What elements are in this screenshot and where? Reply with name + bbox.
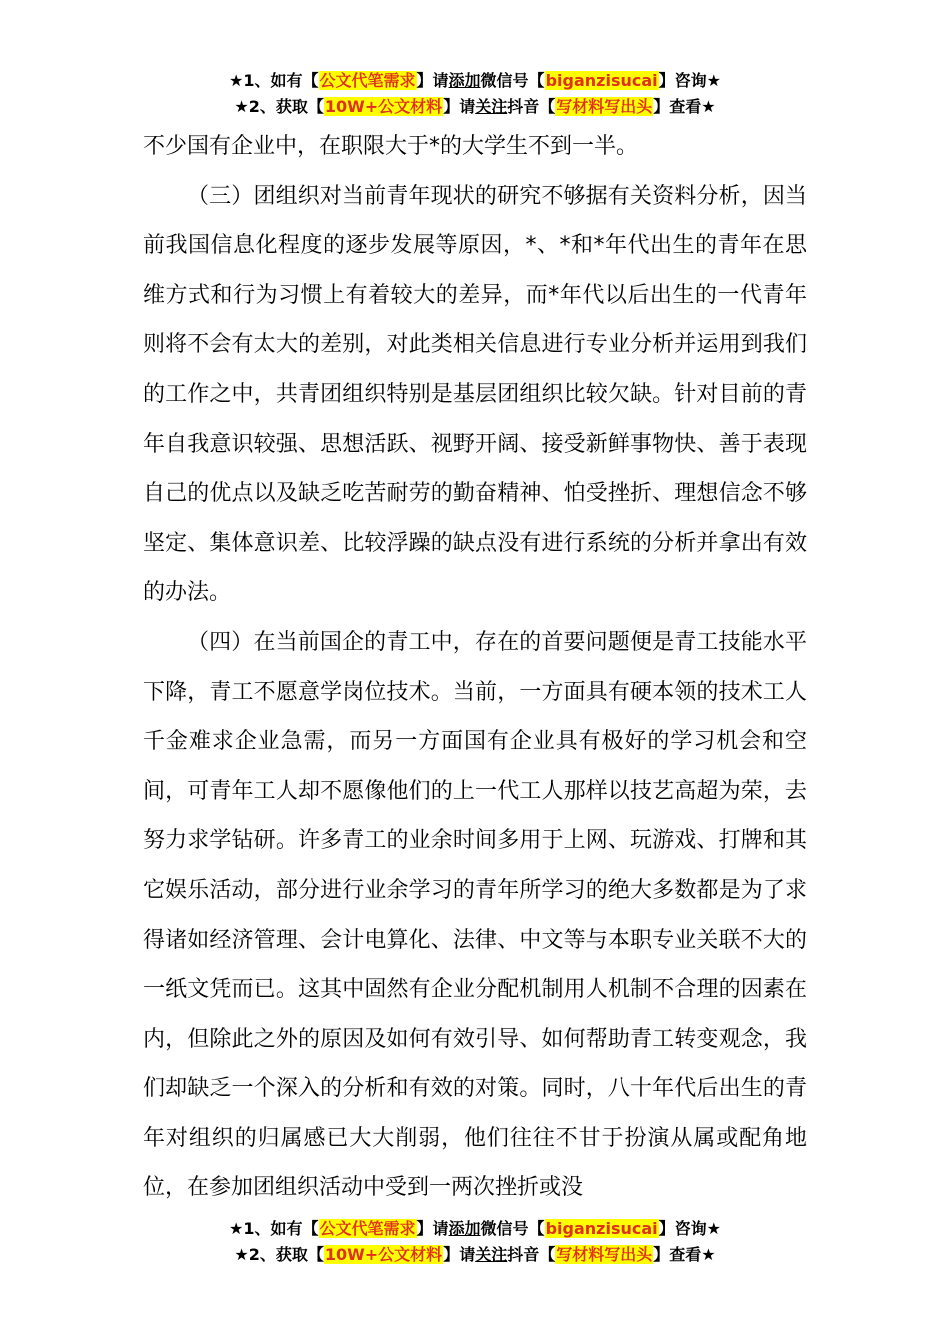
- banner-highlight: 10W+公文材料: [324, 1245, 443, 1264]
- banner-highlight: biganzisucai: [545, 71, 658, 90]
- banner-text: 抖音【: [507, 97, 556, 116]
- banner-text: ★1、如有【: [229, 1219, 319, 1238]
- paragraph-section-3: （三）团组织对当前青年现状的研究不够据有关资料分析，因当前我国信息化程度的逐步发展等原因，*、*和*年代出生的青年在思维方式和行为习惯上有着较大的差异，而*年代以后出生的一代青年则将不会有太大的差别，对此类相关信息进行专业分析并运用到我们的工作之中，共青团组织特别是基层团组织比较欠缺。针对目前的青年自我意识较强、思想活跃、视野开阔、接受新鲜事物快、善于表现自己的优点以及缺乏吃苦耐劳的勤奋精神、怕受挫折、理想信念不够坚定、集体意识差、比较浮躁的缺点没有进行系统的分析并拿出有效的办法。: [143, 183, 807, 606]
- banner-text: 】请: [416, 1219, 449, 1238]
- banner-highlight: 10W+公文材料: [324, 97, 443, 116]
- banner-line-1: [0, 1216, 950, 1242]
- banner-text: 】查看★: [653, 1245, 716, 1264]
- banner-highlight: 写材料写出头: [556, 97, 653, 116]
- banner-text: 】请: [416, 71, 449, 90]
- banner-text: ★2、获取【: [234, 1245, 324, 1264]
- banner-line-2: [0, 1242, 950, 1268]
- banner-text: 】请: [443, 97, 476, 116]
- banner-text: 】咨询★: [658, 1219, 721, 1238]
- paragraph-section-4: （四）在当前国企的青工中，存在的首要问题便是青工技能水平下降，青工不愿意学岗位技术。当前，一方面具有硬本领的技术工人千金难求企业急需，而另一方面国有企业具有极好的学习机会和空间，可青年工人却不愿像他们的上一代工人那样以技艺高超为荣，去努力求学钻研。许多青工的业余时间多用于上网、玩游戏、打牌和其它娱乐活动，部分进行业余学习的青年所学习的绝大多数都是为了求得诸如经济管理、会计电算化、法律、中文等与本职专业关联不大的一纸文凭而已。这其中固然有企业分配机制用人机制不合理的因素在内，但除此之外的原因及如何有效引导、如何帮助青工转变观念，我们却缺乏一个深入的分析和有效的对策。同时，八十年代后出生的青年对组织的归属感已大大削弱，他们往往不甘于扮演从属或配角地位，在参加团组织活动中受到一两次挫折或没: [143, 629, 807, 1201]
- document-body: [143, 122, 807, 1213]
- banner-highlight: 写材料写出头: [556, 1245, 653, 1264]
- banner-text: ★1、如有【: [229, 71, 319, 90]
- header-banner: [0, 68, 950, 120]
- banner-highlight: 公文代笔需求: [319, 71, 416, 90]
- banner-text: 抖音【: [507, 1245, 556, 1264]
- banner-line-1: [0, 68, 950, 94]
- banner-text: ★2、获取【: [234, 97, 324, 116]
- banner-underlined-text: 添加: [448, 1219, 481, 1238]
- banner-underlined-text: 关注: [475, 1245, 508, 1264]
- banner-text: 】请: [443, 1245, 476, 1264]
- banner-text: 微信号【: [480, 1219, 545, 1238]
- paragraph-continued: 不少国有企业中，在职限大于*的大学生不到一半。: [143, 134, 639, 159]
- banner-underlined-text: 添加: [448, 71, 481, 90]
- banner-text: 】咨询★: [658, 71, 721, 90]
- banner-text: 】查看★: [653, 97, 716, 116]
- banner-line-2: [0, 94, 950, 120]
- footer-banner: [0, 1216, 950, 1268]
- banner-underlined-text: 关注: [475, 97, 508, 116]
- banner-highlight: biganzisucai: [545, 1219, 658, 1238]
- banner-highlight: 公文代笔需求: [319, 1219, 416, 1238]
- banner-text: 微信号【: [480, 71, 545, 90]
